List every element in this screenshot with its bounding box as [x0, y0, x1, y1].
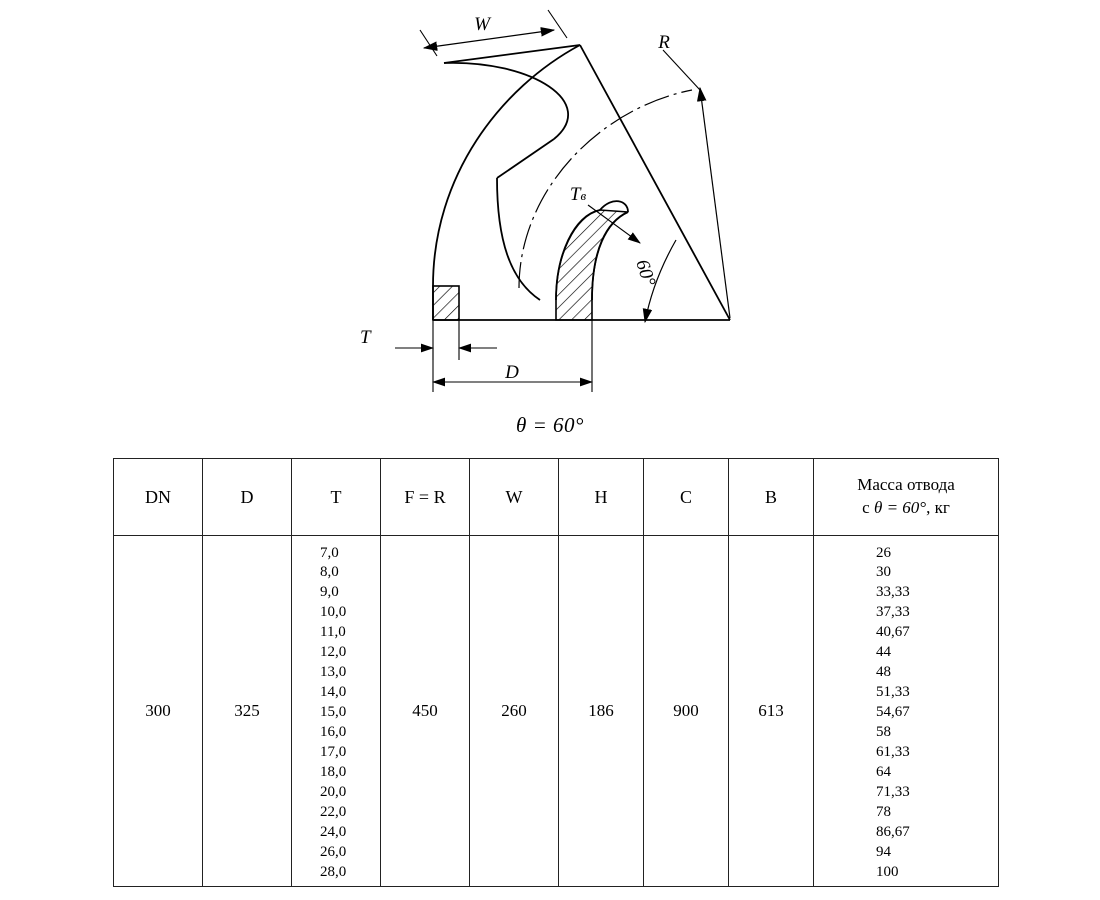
t-value: 11,0 — [320, 624, 346, 641]
header-f-r: F = R — [381, 459, 470, 536]
cell-t-list — [292, 536, 381, 887]
t-value: 14,0 — [320, 684, 347, 701]
header-mass-post: , кг — [926, 498, 950, 517]
label-angle: 60° — [631, 257, 660, 289]
t-value: 22,0 — [320, 803, 347, 820]
cell-w — [470, 536, 559, 887]
spec-table-wrapper — [113, 458, 989, 887]
cell-c — [644, 536, 729, 887]
t-value: 10,0 — [320, 604, 347, 621]
header-mass-pre: с — [862, 498, 874, 517]
mass-value: 58 — [876, 723, 891, 740]
header-mass-theta: θ = 60° — [873, 498, 927, 517]
value-b: 613 — [758, 701, 784, 720]
mass-value: 51,33 — [876, 684, 910, 701]
value-d: 325 — [234, 701, 260, 720]
value-c: 900 — [673, 701, 699, 720]
table-header-row — [114, 459, 999, 536]
mass-value: 48 — [876, 664, 891, 681]
value-f-r: 450 — [412, 701, 438, 720]
t-value: 24,0 — [320, 823, 347, 840]
dimension-r — [663, 50, 730, 318]
t-value: 26,0 — [320, 843, 347, 860]
dimension-t — [395, 320, 497, 360]
header-mass-line2 — [814, 497, 998, 520]
header-dn: DN — [114, 459, 203, 536]
header-mass-line1: Масса отвода — [857, 475, 955, 495]
cell-b — [729, 536, 814, 887]
mass-value: 30 — [876, 564, 891, 581]
header-c: C — [644, 459, 729, 536]
value-dn: 300 — [145, 701, 171, 720]
mass-value: 40,67 — [876, 624, 910, 641]
value-t-list — [292, 540, 380, 883]
cell-d — [203, 536, 292, 887]
header-t: T — [292, 459, 381, 536]
cell-f-r — [381, 536, 470, 887]
t-value: 16,0 — [320, 723, 347, 740]
mass-value: 100 — [876, 863, 899, 880]
spec-table — [113, 458, 999, 887]
mass-value: 78 — [876, 803, 891, 820]
value-mass-list — [814, 540, 998, 883]
header-b: B — [729, 459, 814, 536]
value-w: 260 — [501, 701, 527, 720]
mass-value: 94 — [876, 843, 891, 860]
t-value: 28,0 — [320, 863, 347, 880]
t-value: 7,0 — [320, 544, 339, 561]
label-d: D — [505, 362, 519, 383]
mass-value: 44 — [876, 644, 891, 661]
mass-value: 54,67 — [876, 704, 910, 721]
t-value: 18,0 — [320, 763, 347, 780]
value-h: 186 — [588, 701, 614, 720]
label-t: T — [360, 327, 371, 348]
table-row — [114, 536, 999, 887]
t-value: 17,0 — [320, 743, 347, 760]
mass-value: 33,33 — [876, 584, 910, 601]
t-value: 8,0 — [320, 564, 339, 581]
mass-value: 61,33 — [876, 743, 910, 760]
label-tv: Tв — [569, 184, 587, 205]
mass-value: 64 — [876, 763, 891, 780]
t-value: 13,0 — [320, 664, 347, 681]
t-value: 9,0 — [320, 584, 339, 601]
header-w: W — [470, 459, 559, 536]
t-value: 12,0 — [320, 644, 347, 661]
theta-caption: θ = 60° — [516, 413, 584, 437]
cell-mass-list — [814, 536, 999, 887]
header-d: D — [203, 459, 292, 536]
t-value: 15,0 — [320, 704, 347, 721]
mass-value: 86,67 — [876, 823, 910, 840]
mass-value: 37,33 — [876, 604, 910, 621]
header-mass — [814, 459, 999, 536]
cell-dn — [114, 536, 203, 887]
mass-value: 71,33 — [876, 783, 910, 800]
label-r: R — [658, 32, 670, 53]
header-h: H — [559, 459, 644, 536]
t-value: 20,0 — [320, 783, 347, 800]
mass-value: 26 — [876, 544, 891, 561]
cell-h — [559, 536, 644, 887]
label-w: W — [474, 14, 490, 35]
